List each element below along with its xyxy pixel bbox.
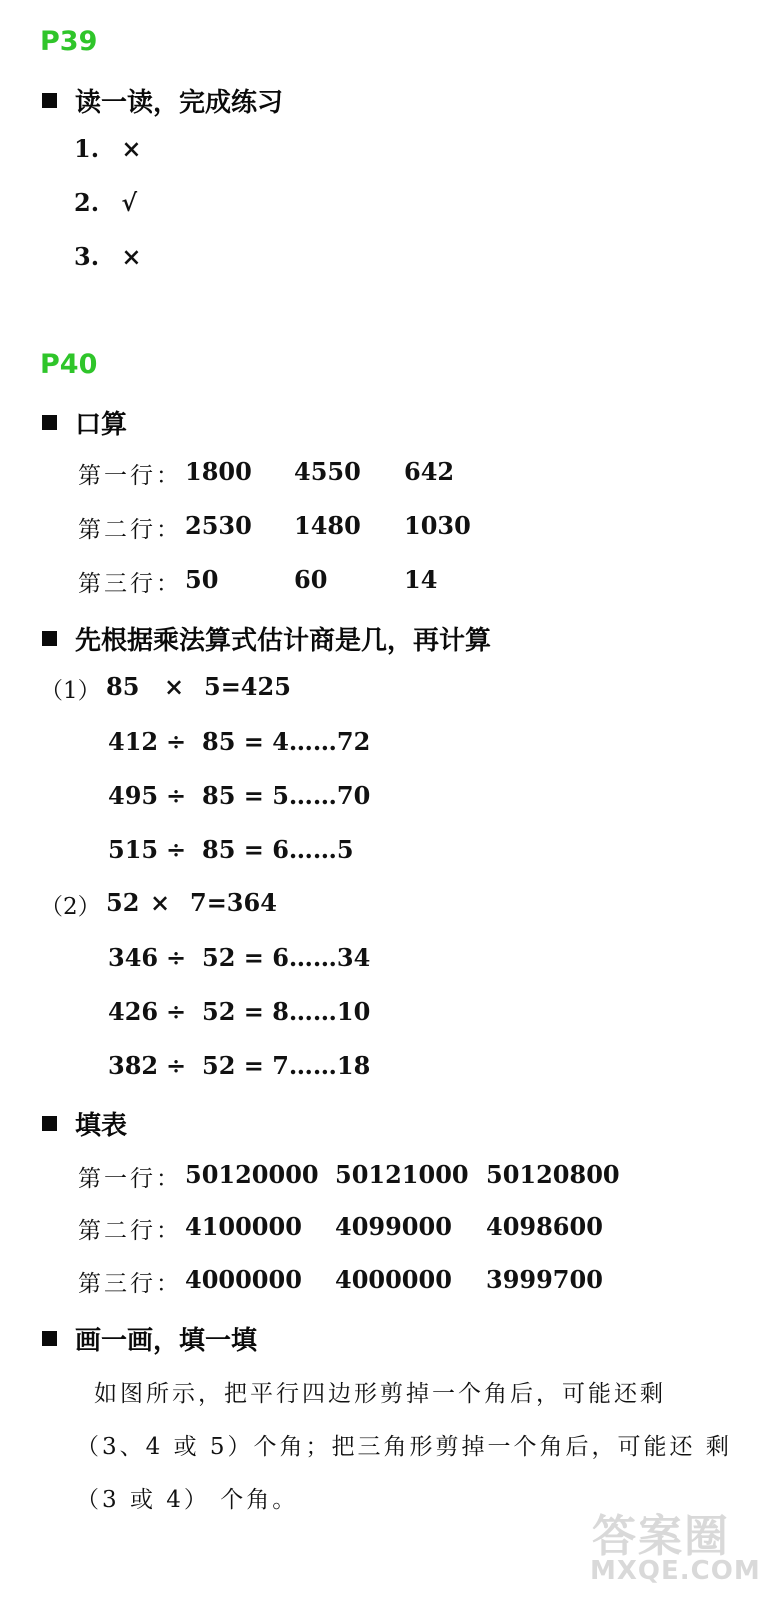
dividend: 515 <box>108 835 159 864</box>
section-heading-draw <box>42 1320 257 1357</box>
answer-item <box>74 134 142 163</box>
value-cell: 14 <box>404 565 438 594</box>
row-label: 第三行： <box>78 571 182 597</box>
division-line <box>108 835 508 869</box>
section-heading-table <box>42 1105 127 1142</box>
answer-paragraph-line: （3 或 4） 个角。 <box>76 1487 299 1513</box>
heading-text: 先根据乘法算式估计商是几，再计算 <box>75 626 492 656</box>
quotient: 85 = 4……72 <box>202 727 371 756</box>
item-number: 3. <box>74 242 100 271</box>
value-cell: 4000000 <box>335 1265 452 1294</box>
item-number: 1. <box>74 134 100 163</box>
divide-sign: ÷ <box>166 727 187 756</box>
table-row <box>78 1265 718 1299</box>
table-row <box>78 1160 718 1194</box>
dividend: 382 <box>108 1051 159 1080</box>
divide-sign: ÷ <box>166 835 187 864</box>
quotient: 52 = 8……10 <box>202 997 371 1026</box>
quotient: 85 = 5……70 <box>202 781 371 810</box>
times-sign: × <box>164 672 185 701</box>
row-label: 第一行： <box>78 463 182 489</box>
row-label: 第二行： <box>78 517 182 543</box>
value-cell: 50121000 <box>335 1160 469 1189</box>
kousuan-row <box>78 565 678 599</box>
value-cell: 4100000 <box>185 1212 302 1241</box>
divide-sign: ÷ <box>166 1051 187 1080</box>
cross-mark: × <box>121 134 142 163</box>
quotient: 52 = 6……34 <box>202 943 371 972</box>
cross-mark: × <box>121 242 142 271</box>
bullet-icon <box>42 1116 57 1131</box>
group-label: （2） <box>40 894 101 920</box>
divide-sign: ÷ <box>166 997 187 1026</box>
divide-sign: ÷ <box>166 781 187 810</box>
value-cell: 3999700 <box>486 1265 603 1294</box>
bullet-icon <box>42 631 57 646</box>
value-cell: 4099000 <box>335 1212 452 1241</box>
heading-text: 读一读，完成练习 <box>75 88 284 118</box>
heading-text: 填表 <box>75 1111 128 1141</box>
row-label: 第二行： <box>78 1218 182 1244</box>
heading-text: 画一画，填一填 <box>75 1326 258 1356</box>
division-line <box>108 1051 508 1085</box>
division-line <box>108 997 508 1031</box>
multiplication-line <box>40 672 440 706</box>
group-label: （1） <box>40 678 101 704</box>
value-cell: 60 <box>294 565 328 594</box>
value-cell: 4098600 <box>486 1212 603 1241</box>
section-heading-kousuan <box>42 404 127 441</box>
bullet-icon <box>42 1331 57 1346</box>
table-row <box>78 1212 718 1246</box>
division-line <box>108 727 508 761</box>
quotient: 85 = 6……5 <box>202 835 354 864</box>
watermark-logo: 答案圈 <box>592 1511 730 1562</box>
product: 5=425 <box>204 672 291 701</box>
answer-paragraph-line: 如图所示，把平行四边形剪掉一个角后，可能还剩 <box>94 1381 666 1407</box>
dividend: 426 <box>108 997 159 1026</box>
watermark-url: MXQE.COM <box>590 1556 761 1586</box>
divide-sign: ÷ <box>166 943 187 972</box>
value-cell: 642 <box>404 457 455 486</box>
times-sign: × <box>150 888 171 917</box>
bullet-icon <box>42 93 57 108</box>
quotient: 52 = 7……18 <box>202 1051 371 1080</box>
multiplication-line <box>40 888 440 922</box>
page-label-p39: P39 <box>40 26 98 57</box>
value-cell: 2530 <box>185 511 252 540</box>
dividend: 346 <box>108 943 159 972</box>
factor: 52 <box>106 888 140 917</box>
division-line <box>108 943 508 977</box>
factor: 85 <box>106 672 140 701</box>
value-cell: 1800 <box>185 457 252 486</box>
value-cell: 4550 <box>294 457 361 486</box>
kousuan-row <box>78 457 678 491</box>
product: 7=364 <box>190 888 277 917</box>
answer-item <box>74 188 137 217</box>
row-label: 第一行： <box>78 1166 182 1192</box>
value-cell: 50 <box>185 565 219 594</box>
division-line <box>108 781 508 815</box>
value-cell: 1030 <box>404 511 471 540</box>
dividend: 412 <box>108 727 159 756</box>
dividend: 495 <box>108 781 159 810</box>
value-cell: 50120800 <box>486 1160 620 1189</box>
item-number: 2. <box>74 188 100 217</box>
row-label: 第三行： <box>78 1271 182 1297</box>
bullet-icon <box>42 415 57 430</box>
heading-text: 口算 <box>75 410 128 440</box>
answer-paragraph-line: （3、4 或 5）个角；把三角形剪掉一个角后，可能还 剩 <box>76 1434 732 1460</box>
page-label-p40: P40 <box>40 349 98 380</box>
value-cell: 1480 <box>294 511 361 540</box>
section-heading-read <box>42 82 283 119</box>
value-cell: 4000000 <box>185 1265 302 1294</box>
section-heading-estimate <box>42 620 491 657</box>
check-mark: √ <box>121 188 138 217</box>
answer-item <box>74 242 142 271</box>
kousuan-row <box>78 511 678 545</box>
value-cell: 50120000 <box>185 1160 319 1189</box>
